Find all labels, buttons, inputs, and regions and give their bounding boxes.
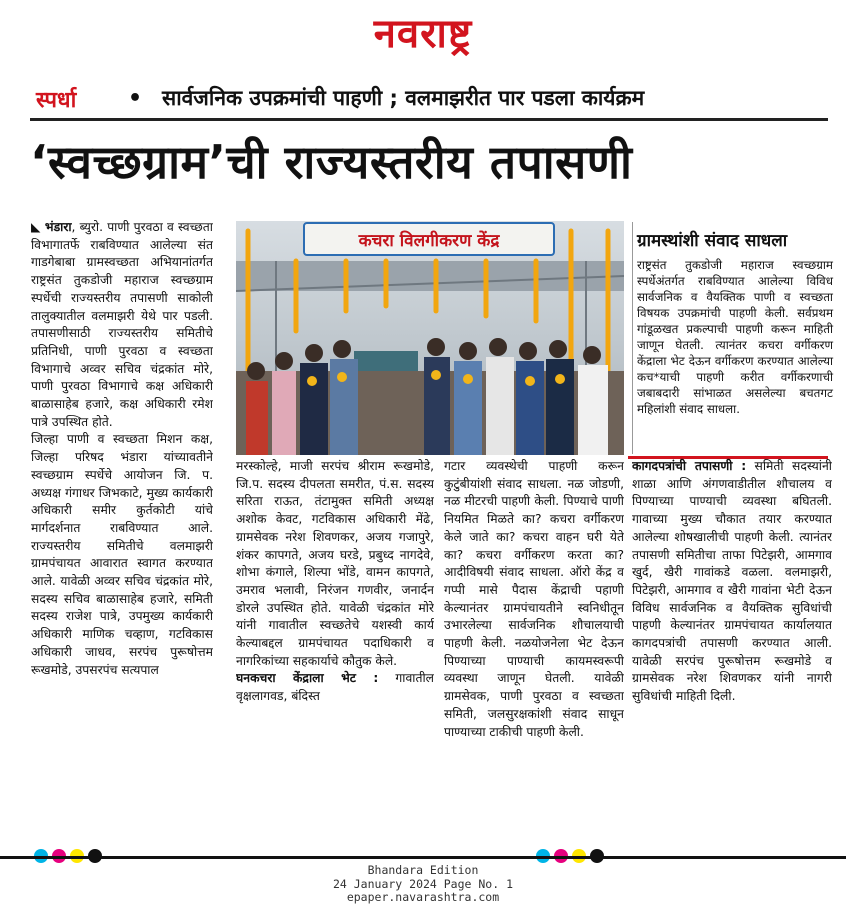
article-text-4: गावातील वृक्षलागवड, बंदिस्त: [236, 671, 434, 704]
kicker-label: स्पर्धा: [36, 88, 77, 113]
sidebar-title: ग्रामस्थांशी संवाद साधला: [637, 231, 788, 251]
article-column-2: [236, 458, 434, 848]
subheadline: सार्वजनिक उपक्रमांची पाहणी ; वलमाझरीत पार पडला कार्यक्रम: [162, 86, 645, 110]
kicker-bullet: •: [128, 86, 143, 111]
article-text-6: समिती सदस्यांनी शाळा आणि अंगणवाडीतील शौचालय व पिण्याच्या पाण्याची व्यवस्था बघितली. गावाच्या मुख्य चौकात तयार करण्यात आलेल्या शोषखालीची पाहणी केली. त्यानंतर तपासणी समितीचा ताफा पिटेझरी, आमगाव खुर्द, खैरी गावांकडे वळला. वलमाझरी, पिटेझरी, आमगाव व खैरी गावांना भेटी देऊन विविध सार्वजनिक व वैयक्तिक सुविधांची पाहणी केल्यानंतर ग्रामपंचायत कार्यालयात कागदपत्रांची तपासणी करण्यात आली. यावेळी सरपंच पुरूषोत्तम रूखमोडे व ग्रामसेवक नरेश शिवणकर यांनी नागरी सुविधांची माहिती दिली.: [632, 459, 832, 704]
article-column-1: [31, 219, 213, 849]
article-photo: [236, 221, 624, 455]
article-column-4: [632, 458, 832, 848]
dateline-arrow-icon: ◣: [31, 220, 41, 234]
footer-edition: Bhandara Edition: [367, 863, 479, 877]
article-text-3: मरस्कोल्हे, माजी सरपंच श्रीराम रूखमोडे, जि.प. सदस्य दीपलता समरीत, पं.स. सदस्य सरिता राऊत, तंटामुक्त समिती अध्यक्ष अशोक केवट, गटविकास अधिकारी मेंढे, ग्रामसेवक नरेश शिवणकर, अजय गजापुरे, शंकर कापगते, अजय घरडे, प्रबुध्द नागदेवे, शोभा कंगाले, शिल्पा भोंडे, वामन कापगते, उमराव भलावी, निरंजन गणवीर, जनार्दन डोरले उपस्थित होते. यावेळी चंद्रकांत मोरे यांनी गावातील स्वच्छतेचे यशस्वी कार्य केल्याबद्दल ग्रामपंचायत पदाधिकारी व नागरिकांच्या सहकार्याचे कौतुक केले.: [236, 459, 434, 668]
article-text-2: जिल्हा पाणी व स्वच्छता मिशन कक्ष, जिल्हा परिषद भंडारा यांच्यावतीने स्वच्छग्राम स्पर्धेचे आयोजन जि. प. अध्यक्ष गंगाधर जिभकाटे, मुख्य कार्यकारी अधिकारी समीर कुर्तकोटी यांचे मार्गदर्शनात राबविण्यात आले. राज्यस्तरीय समितीचे वलमाझरी ग्रामपंचायत आवारात स्वागत करण्यात आले. यावेळी अव्वर सचिव चंद्रकांत मोरे, सदस्य सचिव बाळासाहेब हजारे, समिती सदस्य राजेश पात्रे, उपमुख्य कार्यकारी अधिकारी माणिक चव्हाण, गटविकास अधिकारी जाधव, सरपंच पुरूषोत्तम रूखमोडे, उपसरपंच सत्यपाल: [31, 432, 213, 677]
headline: ‘स्वच्छग्राम’ची राज्यस्तरीय तपासणी: [30, 135, 633, 189]
article-text-1: , ब्युरो. पाणी पुरवठा व स्वच्छता विभागातर्फे राबविण्यात आलेल्या संत गाडगेबाबा ग्रामस्वच्छता अभियानांतर्गत राष्ट्रसंत तुकडोजी महाराज स्वच्छग्राम स्पर्धेची राज्यस्तरीय तपासणी साकोली तालुक्यातील वलमाझरी येथे पार पडली. तपासणीसाठी राज्यस्तरीय समितीचे प्रतिनिधी, पाणी पुरवठा व स्वच्छता विभागाचे अव्वर सचिव चंद्रकांत मोरे, पाणी पुरवठा विभागाचे कक्ष अधिकारी बाळासाहेब हजारे, कक्ष अधिकारी रमेश पात्रे उपस्थित होते.: [31, 220, 213, 429]
article-column-3: [444, 458, 624, 848]
footer-divider: [0, 856, 846, 859]
banner-text: कचरा विलगीकरण केंद्र: [358, 231, 500, 251]
dateline: भंडारा: [44, 220, 72, 234]
footer-site-link[interactable]: epaper.navarashtra.com: [346, 890, 500, 904]
photo-illustration: [236, 221, 624, 455]
masthead-logo: नवराष्ट्र: [373, 11, 473, 57]
section-heading-waste-center: घनकचरा केंद्राला भेट :: [236, 671, 379, 686]
article-text-5: गटार व्यवस्थेची पाहणी करून कुटुंबीयांशी संवाद साधला. नळ जोडणी, नळ मीटरची पाहणी केली. पिण्याचे पाणी नियमित मिळते का? कचरा वर्गीकरण केले जाते का? कचरा वाहन घरी येते का? कचरा वर्गीकरण करता का? आदीविषयी संवाद साधला. ऑरो केंद्र व गप्पी मासे पैदास केंद्राची पहाणी केल्यानंतर ग्रामपंचायतीने स्वनिधीतून उभारलेल्या सार्वजनिक शौचालयाची पाहणी केली. नळयोजनेला भेट देऊन पिण्याच्या पाण्याची कायमस्वरूपी व्यवस्था जाणून घेतली. यावेळी ग्रामसेवक, पाणी पुरवठा व स्वच्छता समिती, जलसुरक्षकांशी संवाद साधून पाण्याच्या टाकीची पाहणी केली.: [444, 459, 624, 739]
sidebar-box: [632, 222, 833, 454]
footer: [0, 864, 846, 905]
footer-date-page: 24 January 2024 Page No. 1: [332, 876, 513, 891]
sidebar-text: राष्ट्रसंत तुकडोजी महाराज स्वच्छग्राम स्पर्धेअंतर्गत राबविण्यात आलेल्या विविध सार्वजनिक व वैयक्तिक पाणी व स्वच्छता विषयक उपक्रमांची पाहणी केली. सर्वप्रथम गांडूळखत प्रकल्पाची पाहणी करून माहिती जाणून घेतली. त्यानंतर कचरा वर्गीकरण केंद्राला भेट देऊन वर्गीकरण करण्यात आलेल्या कच*याची पाहणी करीत वर्गीकरणाची जबाबदारी सांभाळत असलेल्या बचतगट महिलांशी संवाद साधला.: [637, 258, 833, 416]
section-heading-documents: कागदपत्रांची तपासणी :: [632, 459, 747, 473]
